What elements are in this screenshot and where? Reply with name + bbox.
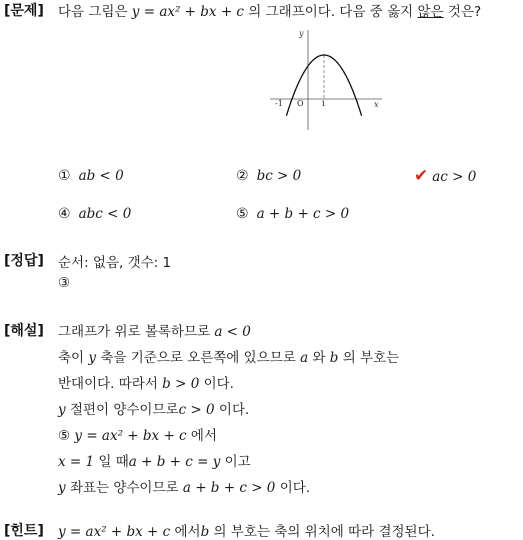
x-axis-label: x xyxy=(374,100,379,109)
explanation-line-7: y 좌표는 양수이므로 a + b + c > 0 이다. xyxy=(58,480,311,496)
option-5[interactable]: ⑤ a + b + c > 0 xyxy=(236,206,350,222)
tick-neg1-label: -1 xyxy=(275,99,283,108)
problem-tag: [문제] xyxy=(4,3,44,19)
tick-1-label: 1 xyxy=(321,99,326,108)
problem-middle: 의 그래프이다. 다음 중 옳지 xyxy=(248,4,414,20)
option-1[interactable]: ① ab < 0 xyxy=(58,168,124,184)
check-mark-icon: ✔ xyxy=(414,166,429,186)
explanation-line-5: ⑤ y = ax² + bx + c 에서 xyxy=(58,428,217,444)
answer-line2: ③ xyxy=(58,275,71,291)
answer-line1: 순서: 없음, 갯수: 1 xyxy=(58,255,172,271)
explanation-line-6: x = 1 일 때a + b + c = y 이고 xyxy=(58,454,251,470)
hint-text: y = ax² + bx + c 에서b 의 부호는 축의 위치에 따라 결정된다. xyxy=(58,524,435,540)
problem-text xyxy=(58,0,481,20)
origin-label: O xyxy=(297,99,304,108)
option-2[interactable]: ② bc > 0 xyxy=(236,168,302,184)
problem-suffix: 것은? xyxy=(447,4,482,20)
option-4[interactable]: ④ abc < 0 xyxy=(58,206,132,222)
explanation-line-3: 반대이다. 따라서 b > 0 이다. xyxy=(58,376,234,392)
explanation-line-1: 그래프가 위로 볼록하므로 a < 0 xyxy=(58,324,251,340)
explanation-line-4: y 절편이 양수이므로c > 0 이다. xyxy=(58,402,250,418)
hint-tag: [힌트] xyxy=(4,523,44,539)
explanation-tag: [해설] xyxy=(4,323,44,339)
problem-underlined: 않은 xyxy=(417,4,444,20)
answer-tag: [정답] xyxy=(4,253,44,269)
option-3[interactable]: ✔ ac > 0 xyxy=(414,166,477,186)
explanation-line-2: 축이 y 축을 기준으로 오른쪽에 있으므로 a 와 b 의 부호는 xyxy=(58,350,400,366)
problem-equation: y = ax² + bx + c xyxy=(131,4,244,20)
y-axis-label: y xyxy=(299,29,304,38)
parabola-graph xyxy=(262,24,388,132)
problem-prefix: 다음 그림은 xyxy=(58,4,128,20)
